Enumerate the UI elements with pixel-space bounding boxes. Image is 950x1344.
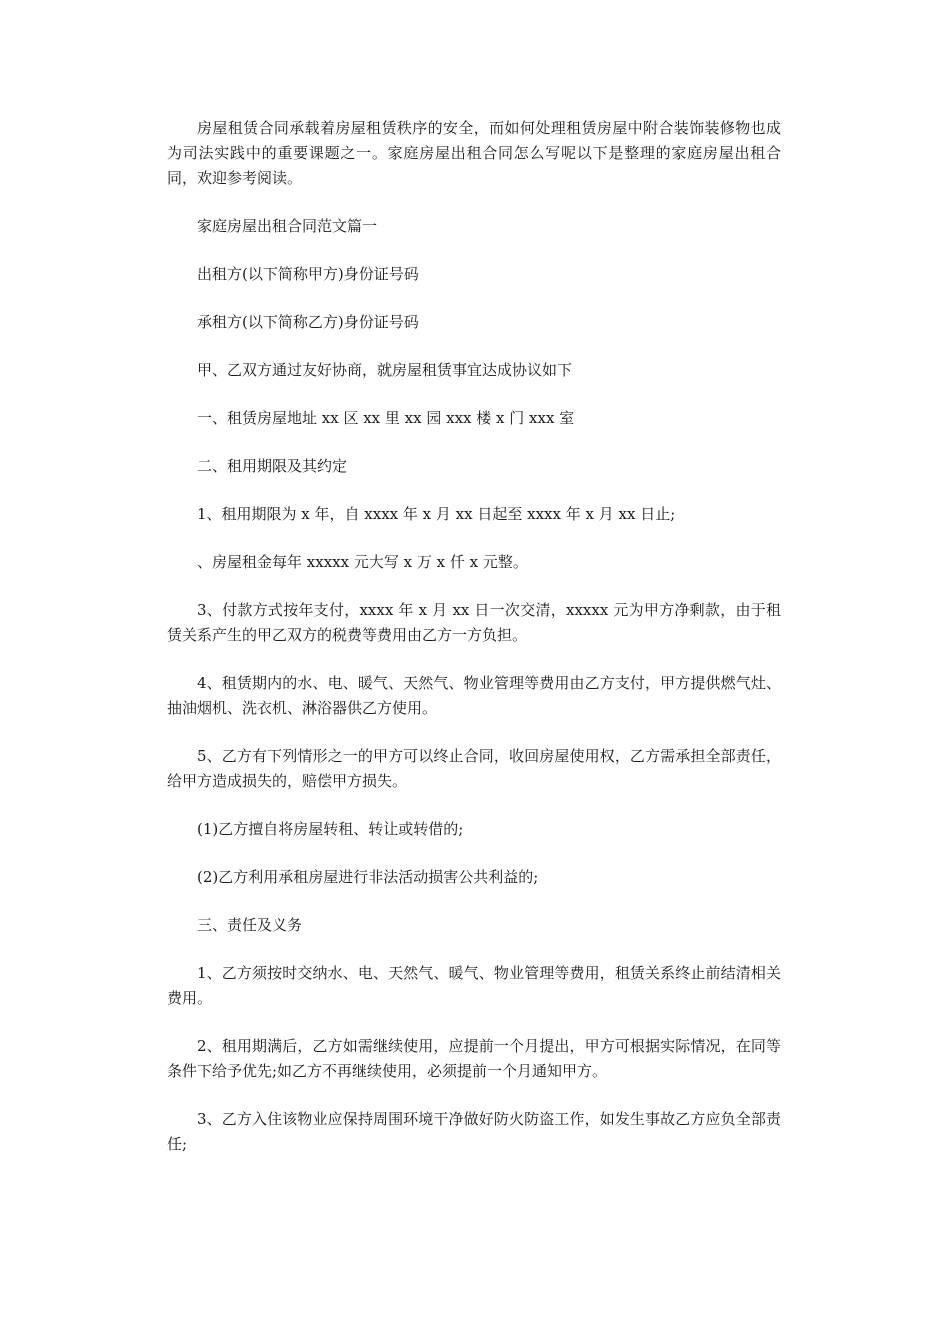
clause-2-1: 1、租用期限为 x 年，自 xxxx 年 x 月 xx 日起至 xxxx 年 x 月 xx 日止; <box>197 505 676 523</box>
section-1-address: 一、租赁房屋地址 xx 区 xx 里 xx 园 xxx 楼 x 门 xxx 室 <box>197 409 575 427</box>
document-title: 家庭房屋出租合同范文篇一 <box>197 217 378 235</box>
clause-3-2: 2、租用期满后，乙方如需继续使用，应提前一个月提出，甲方可根据实际情况，在同等条件下给予优先;如乙方不再继续使用，必须提前一个月通知甲方。 <box>167 1037 781 1080</box>
section-2-heading: 二、租用期限及其约定 <box>197 457 348 475</box>
agreement-line: 甲、乙双方通过友好协商，就房屋租赁事宜达成协议如下 <box>197 361 573 379</box>
section-3-heading: 三、责任及义务 <box>197 916 303 934</box>
clause-3-3: 3、乙方入住该物业应保持周围环境干净做好防火防盗工作，如发生事故乙方应负全部责任; <box>167 1110 781 1153</box>
clause-2-4: 4、租赁期内的水、电、暖气、天然气、物业管理等费用由乙方支付，甲方提供燃气灶、抽油烟机、洗衣机、淋浴器供乙方使用。 <box>167 674 781 717</box>
lessee-line: 承租方(以下简称乙方)身份证号码 <box>197 313 419 331</box>
document-body <box>167 116 781 1180</box>
clause-2-3: 3、付款方式按年支付，xxxx 年 x 月 xx 日一次交清，xxxxx 元为甲方净剩款，由于租赁关系产生的甲乙双方的税费等费用由乙方一方负担。 <box>167 601 781 644</box>
lessor-line: 出租方(以下简称甲方)身份证号码 <box>197 265 419 283</box>
clause-2-5-1: (1)乙方擅自将房屋转租、转让或转借的; <box>197 820 464 838</box>
intro-paragraph: 房屋租赁合同承载着房屋租赁秩序的安全，而如何处理租赁房屋中附合装饰装修物也成为司法实践中的重要课题之一。家庭房屋出租合同怎么写呢以下是整理的家庭房屋出租合同，欢迎参考阅读。 <box>167 119 781 187</box>
clause-3-1: 1、乙方须按时交纳水、电、天然气、暖气、物业管理等费用，租赁关系终止前结清相关费用。 <box>167 964 781 1007</box>
clause-2-2: 、房屋租金每年 xxxxx 元大写 x 万 x 仟 x 元整。 <box>197 553 528 571</box>
clause-2-5: 5、乙方有下列情形之一的甲方可以终止合同，收回房屋使用权，乙方需承担全部责任，给甲方造成损失的，赔偿甲方损失。 <box>167 747 781 790</box>
clause-2-5-2: (2)乙方利用承租房屋进行非法活动损害公共利益的; <box>197 868 539 886</box>
